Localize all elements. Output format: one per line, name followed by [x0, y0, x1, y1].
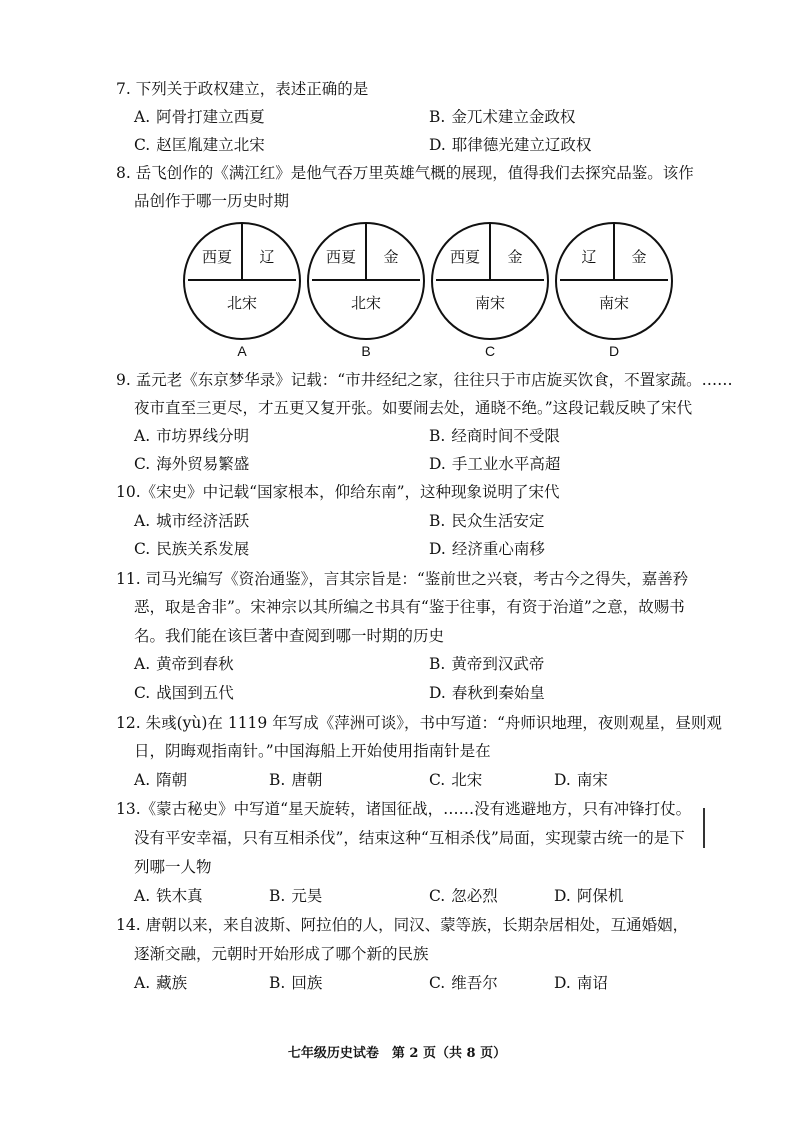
q11-option-d[interactable]: D. 春秋到秦始皇: [429, 684, 545, 702]
region-top-right: 金: [507, 248, 523, 266]
q11-options-row2: [134, 683, 734, 703]
q11-option-a[interactable]: A. 黄帝到春秋: [134, 655, 234, 673]
region-top-right: 辽: [259, 248, 275, 266]
circle-diagram-icon: [304, 222, 428, 340]
q12-option-b[interactable]: B. 唐朝: [269, 771, 323, 789]
q9-options-row2: [134, 454, 734, 474]
region-top-left: 辽: [581, 248, 597, 266]
diagram-caption: B: [361, 343, 371, 359]
q12-stem-line2: 日，阴晦观指南针。”中国海船上开始使用指南针是在: [134, 742, 491, 760]
q9-stem-line2: 夜市直至三更尽，才五更又复开张。如要闹去处，通晓不绝。”这段记载反映了宋代: [134, 399, 693, 417]
q10-options-row2: [134, 539, 734, 559]
q10-stem: 10.《宋史》中记载“国家根本，仰给东南”，这种现象说明了宋代: [116, 483, 560, 501]
q10-option-a[interactable]: A. 城市经济活跃: [134, 512, 250, 530]
circle-diagram-icon: [428, 222, 552, 340]
q9-option-b[interactable]: B. 经商时间不受限: [429, 427, 560, 445]
region-bottom: 北宋: [226, 294, 257, 312]
q11-options-row1: [134, 654, 734, 674]
q10-options-row1: [134, 511, 734, 531]
q10-option-b[interactable]: B. 民众生活安定: [429, 512, 545, 530]
q7-option-d[interactable]: D. 耶律德光建立辽政权: [429, 136, 592, 154]
q14-option-d[interactable]: D. 南诏: [554, 974, 608, 992]
q8-diagram-a[interactable]: [180, 222, 304, 360]
q11-stem-line2: 恶，取是舍非”。宋神宗以其所编之书具有“鉴于往事，有资于治道”之意，故赐书: [134, 598, 685, 616]
circle-diagram-icon: [180, 222, 304, 340]
diagram-caption: D: [608, 343, 620, 359]
q9-option-d[interactable]: D. 手工业水平高超: [429, 455, 561, 473]
q8-diagram-options: [170, 222, 690, 362]
q8-diagram-d[interactable]: [552, 222, 676, 360]
q11-option-c[interactable]: C. 战国到五代: [134, 684, 234, 702]
region-top-right: 金: [383, 248, 399, 266]
q7-options-row1: [134, 107, 734, 127]
q13-stem-line2: 没有平安幸福，只有互相杀伐”，结束这种“互相杀伐”局面，实现蒙古统一的是下: [134, 829, 685, 847]
region-top-left: 西夏: [449, 248, 480, 266]
q7-options-row2: [134, 135, 734, 155]
q10-option-c[interactable]: C. 民族关系发展: [134, 540, 250, 558]
q12-option-c[interactable]: C. 北宋: [429, 771, 483, 789]
q7-option-b[interactable]: B. 金兀术建立金政权: [429, 108, 576, 126]
q14-option-b[interactable]: B. 回族: [269, 974, 323, 992]
q11-option-b[interactable]: B. 黄帝到汉武帝: [429, 655, 545, 673]
q9-option-c[interactable]: C. 海外贸易繁盛: [134, 455, 250, 473]
region-top-right: 金: [631, 248, 647, 266]
q11-stem-line1: 11. 司马光编写《资治通鉴》，言其宗旨是：“鉴前世之兴衰，考古今之得失，嘉善矜: [116, 570, 689, 588]
q9-option-a[interactable]: A. 市坊界线分明: [134, 427, 250, 445]
region-bottom: 南宋: [474, 294, 505, 312]
q8-diagram-c[interactable]: [428, 222, 552, 360]
q12-option-a[interactable]: A. 隋朝: [134, 771, 188, 789]
q14-stem-line2: 逐渐交融，元朝时开始形成了哪个新的民族: [134, 945, 429, 963]
q10-option-d[interactable]: D. 经济重心南移: [429, 540, 545, 558]
region-bottom: 北宋: [350, 294, 381, 312]
region-bottom: 南宋: [598, 294, 629, 312]
q7-option-a[interactable]: A. 阿骨打建立西夏: [134, 108, 265, 126]
diagram-caption: A: [237, 343, 247, 359]
q13-options-row: [134, 886, 734, 906]
region-top-left: 西夏: [325, 248, 356, 266]
q9-stem-line1: 9. 孟元老《东京梦华录》记载：“市井经纪之家，往往只于市店旋买饮食，不置家蔬。……: [116, 371, 733, 389]
q8-diagram-b[interactable]: [304, 222, 428, 360]
q8-stem-line2: 品创作于哪一历史时期: [134, 192, 290, 210]
q13-option-a[interactable]: A. 铁木真: [134, 887, 203, 905]
q14-option-a[interactable]: A. 藏族: [134, 974, 188, 992]
q14-option-c[interactable]: C. 维吾尔: [429, 974, 498, 992]
q14-stem-line1: 14. 唐朝以来，来自波斯、阿拉伯的人，同汉、蒙等族，长期杂居相处，互通婚姻，: [116, 916, 689, 934]
q13-option-b[interactable]: B. 元昊: [269, 887, 323, 905]
q13-stem-line3: 列哪一人物: [134, 858, 212, 876]
q12-option-d[interactable]: D. 南宋: [554, 771, 608, 789]
q12-options-row: [134, 770, 734, 790]
diagram-caption: C: [484, 343, 496, 359]
q13-stem-line1: 13.《蒙古秘史》中写道“星天旋转，诸国征战，……没有逃避地方，只有冲锋打仗。: [116, 800, 692, 818]
q14-options-row: [134, 973, 734, 993]
q11-stem-line3: 名。我们能在该巨著中查阅到哪一时期的历史: [134, 627, 445, 645]
q9-options-row1: [134, 426, 734, 446]
q7-option-c[interactable]: C. 赵匡胤建立北宋: [134, 136, 265, 154]
page-footer: 七年级历史试卷 第 2 页（共 8 页）: [287, 1046, 507, 1061]
q12-stem-line1: 12. 朱彧(yù)在 1119 年写成《萍洲可谈》，书中写道：“舟师识地理，夜则观星，昼则观: [116, 714, 722, 732]
region-top-left: 西夏: [201, 248, 232, 266]
q7-stem: 7. 下列关于政权建立，表述正确的是: [116, 80, 369, 98]
q13-option-d[interactable]: D. 阿保机: [554, 887, 624, 905]
q8-stem-line1: 8. 岳飞创作的《满江红》是他气吞万里英雄气概的展现，值得我们去探究品鉴。该作: [116, 164, 694, 182]
scan-margin-mark: [703, 808, 705, 848]
q13-option-c[interactable]: C. 忽必烈: [429, 887, 498, 905]
circle-diagram-icon: [552, 222, 676, 340]
